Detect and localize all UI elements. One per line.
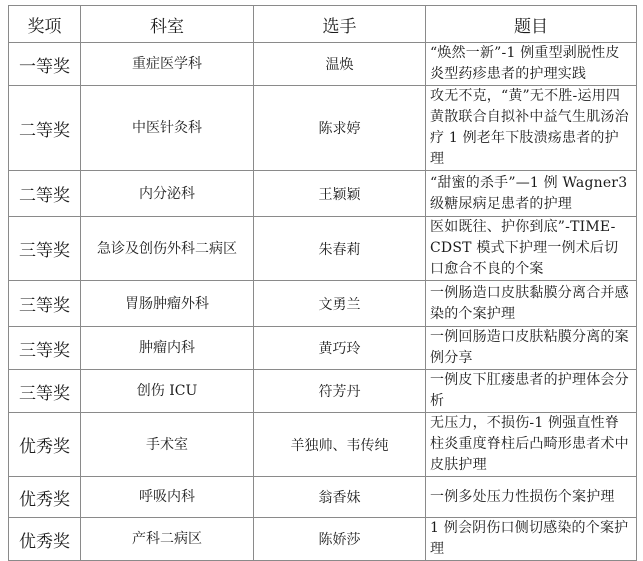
award-cell: 三等奖 bbox=[9, 281, 81, 327]
department-cell: 内分泌科 bbox=[81, 171, 254, 217]
award-cell: 二等奖 bbox=[9, 171, 81, 217]
award-cell: 三等奖 bbox=[9, 370, 81, 413]
table-row bbox=[9, 43, 637, 86]
table-row bbox=[9, 413, 637, 477]
award-cell: 优秀奖 bbox=[9, 413, 81, 477]
department-cell: 重症医学科 bbox=[81, 43, 254, 86]
contestant-cell: 陈娇莎 bbox=[254, 518, 426, 561]
contestant-cell: 王颖颖 bbox=[254, 171, 426, 217]
award-cell: 三等奖 bbox=[9, 217, 81, 281]
topic-cell: “焕然一新”-1 例重型剥脱性皮炎型药疹患者的护理实践 bbox=[426, 43, 637, 86]
contestant-cell: 黄巧玲 bbox=[254, 327, 426, 370]
department-cell: 胃肠肿瘤外科 bbox=[81, 281, 254, 327]
department-cell: 手术室 bbox=[81, 413, 254, 477]
topic-cell: 一例多处压力性损伤个案护理 bbox=[426, 477, 637, 518]
contestant-cell: 文勇兰 bbox=[254, 281, 426, 327]
topic-cell: 1 例会阴伤口侧切感染的个案护理 bbox=[426, 518, 637, 561]
contestant-cell: 符芳丹 bbox=[254, 370, 426, 413]
topic-cell: 无压力，不损伤-1 例强直性脊柱炎重度脊柱后凸畸形患者术中皮肤护理 bbox=[426, 413, 637, 477]
award-cell: 一等奖 bbox=[9, 43, 81, 86]
topic-cell: 一例肠造口皮肤黏膜分离合并感染的个案护理 bbox=[426, 281, 637, 327]
contestant-cell: 朱春莉 bbox=[254, 217, 426, 281]
award-cell: 优秀奖 bbox=[9, 477, 81, 518]
department-cell: 中医针灸科 bbox=[81, 86, 254, 171]
header-department: 科室 bbox=[81, 6, 254, 43]
award-cell: 优秀奖 bbox=[9, 518, 81, 561]
table-row bbox=[9, 327, 637, 370]
table-row bbox=[9, 477, 637, 518]
contestant-cell: 羊独帅、韦传纯 bbox=[254, 413, 426, 477]
table-row bbox=[9, 370, 637, 413]
topic-cell: 攻无不克，“黄”无不胜-运用四黄散联合自拟补中益气生肌汤治疗 1 例老年下肢溃疡患者的护理 bbox=[426, 86, 637, 171]
department-cell: 肿瘤内科 bbox=[81, 327, 254, 370]
department-cell: 呼吸内科 bbox=[81, 477, 254, 518]
table-row bbox=[9, 217, 637, 281]
topic-cell: 医如既往、护你到底”-TIME-CDST 模式下护理一例术后切口愈合不良的个案 bbox=[426, 217, 637, 281]
header-award: 奖项 bbox=[9, 6, 81, 43]
award-cell: 二等奖 bbox=[9, 86, 81, 171]
awards-table-container bbox=[8, 5, 637, 561]
topic-cell: “甜蜜的杀手”—1 例 Wagner3 级糖尿病足患者的护理 bbox=[426, 171, 637, 217]
award-cell: 三等奖 bbox=[9, 327, 81, 370]
contestant-cell: 温焕 bbox=[254, 43, 426, 86]
topic-cell: 一例回肠造口皮肤粘膜分离的案例分享 bbox=[426, 327, 637, 370]
header-row bbox=[9, 6, 637, 43]
awards-table bbox=[8, 5, 637, 561]
table-row bbox=[9, 86, 637, 171]
department-cell: 急诊及创伤外科二病区 bbox=[81, 217, 254, 281]
contestant-cell: 陈求婷 bbox=[254, 86, 426, 171]
table-row bbox=[9, 171, 637, 217]
header-contestant: 选手 bbox=[254, 6, 426, 43]
contestant-cell: 翁香妹 bbox=[254, 477, 426, 518]
header-topic: 题目 bbox=[426, 6, 637, 43]
topic-cell: 一例皮下肛瘘患者的护理体会分析 bbox=[426, 370, 637, 413]
department-cell: 创伤 ICU bbox=[81, 370, 254, 413]
table-row bbox=[9, 281, 637, 327]
table-row bbox=[9, 518, 637, 561]
department-cell: 产科二病区 bbox=[81, 518, 254, 561]
